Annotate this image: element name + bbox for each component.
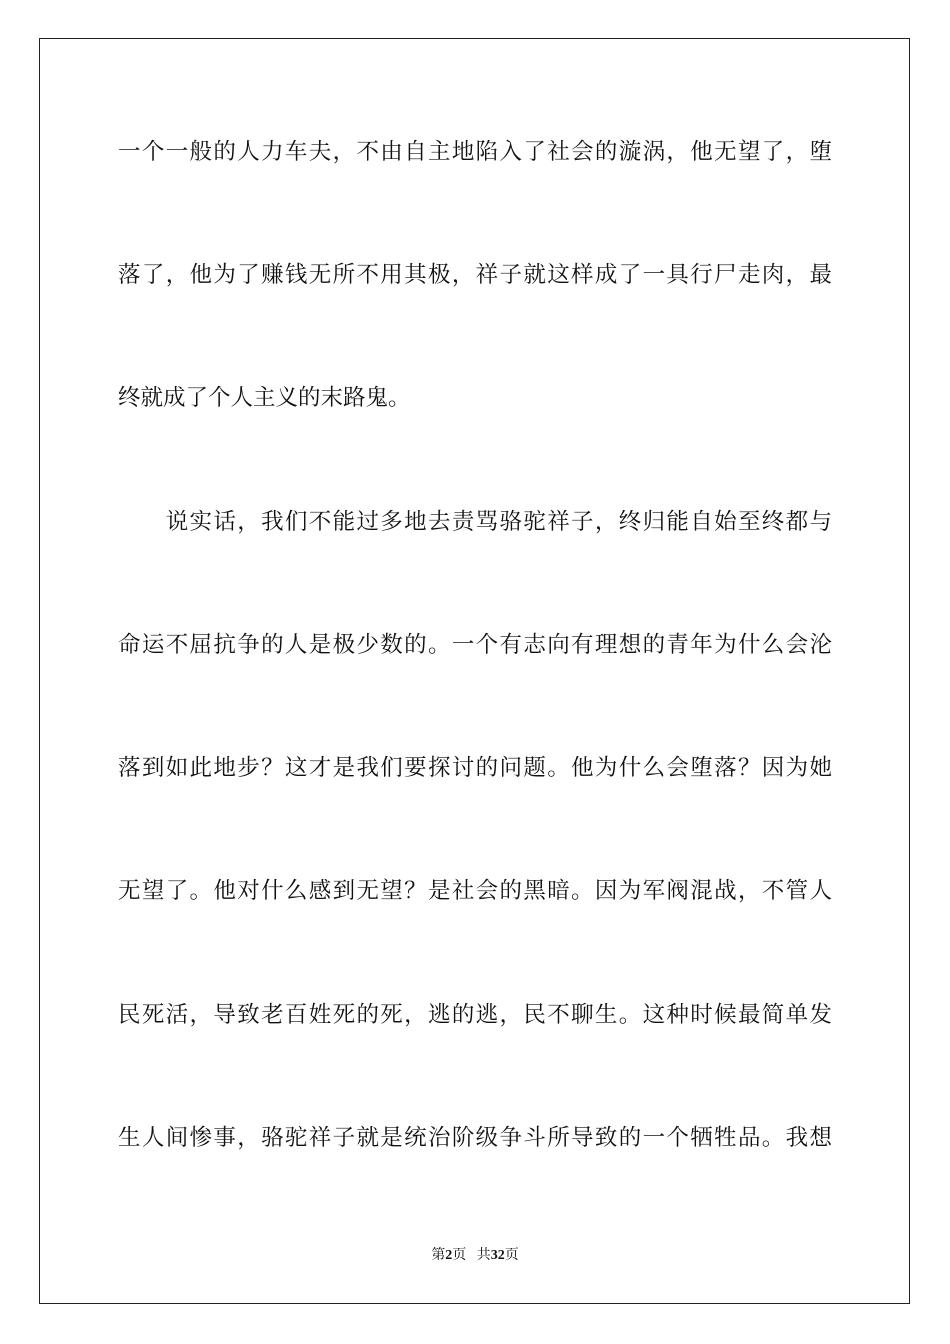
text-line: 终就成了个人主义的末路鬼。 — [118, 385, 411, 411]
page-prefix: 第 — [431, 1248, 446, 1263]
text-line: 生人间惨事，骆驼祥子就是统治阶级争斗所导致的一个牺牲品。我想 — [118, 1125, 832, 1151]
page-number: 2 — [445, 1248, 453, 1263]
text-line: 民死活，导致老百姓死的死，逃的逃，民不聊生。这种时候最简单发 — [118, 1002, 832, 1028]
text-line: 命运不屈抗争的人是极少数的。一个有志向有理想的青年为什么会沦 — [118, 632, 832, 658]
text-line: 一个一般的人力车夫，不由自主地陷入了社会的漩涡，他无望了，堕 — [118, 139, 832, 165]
total-pages: 32 — [490, 1248, 505, 1263]
text-line: 无望了。他对什么感到无望？是社会的黑暗。因为军阀混战，不管人 — [118, 878, 832, 904]
total-unit: 页 — [504, 1248, 519, 1263]
total-prefix: 共 — [476, 1248, 491, 1263]
page-unit: 页 — [452, 1248, 467, 1263]
text-line: 落到如此地步？这才是我们要探讨的问题。他为什么会堕落？因为她 — [118, 755, 832, 781]
paragraph-start-line: 说实话，我们不能过多地去责骂骆驼祥子，终归能自始至终都与 — [118, 509, 832, 535]
page-border — [39, 38, 910, 1304]
page-footer — [0, 1244, 950, 1264]
text-line: 落了，他为了赚钱无所不用其极，祥子就这样成了一具行尸走肉，最 — [118, 262, 832, 288]
